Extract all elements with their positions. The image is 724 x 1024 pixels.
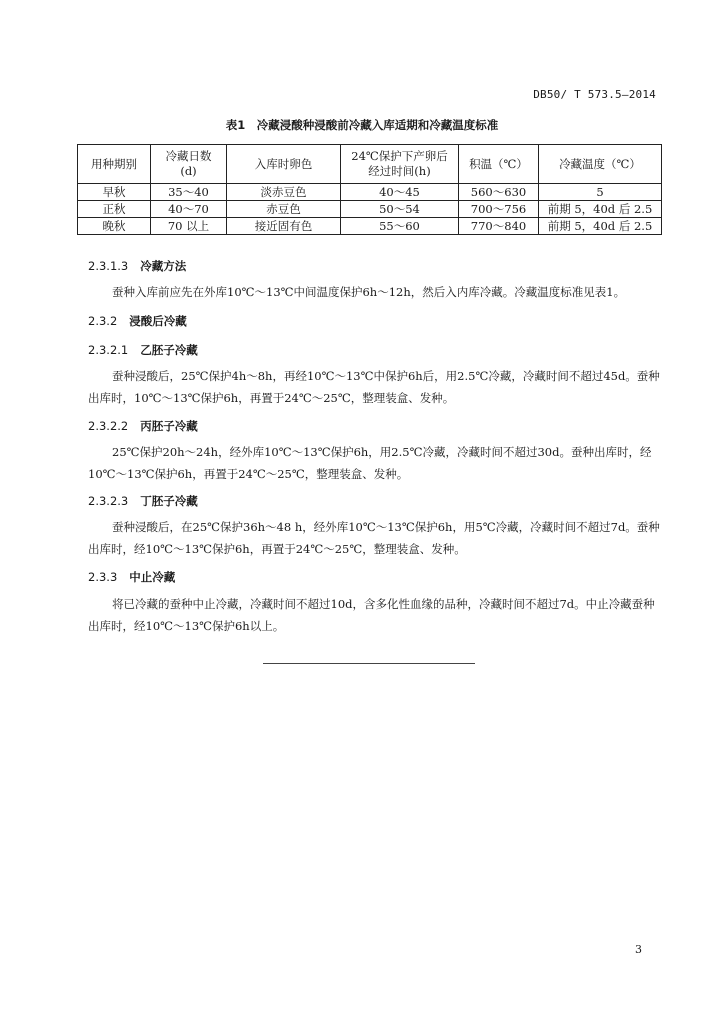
table-header-row bbox=[78, 145, 662, 184]
column-header: 24℃保护下产卵后 经过时间(h) bbox=[341, 145, 459, 184]
section-number: 2.3.3 bbox=[88, 570, 118, 584]
table-cell: 770～840 bbox=[459, 218, 539, 235]
table-cell: 前期 5，40d 后 2.5 bbox=[539, 218, 662, 235]
section-title: 丙胚子冷藏 bbox=[140, 419, 198, 433]
table-cell: 700～756 bbox=[459, 201, 539, 218]
standard-code: DB50/ T 573.5—2014 bbox=[533, 88, 656, 101]
table-cell: 40～45 bbox=[341, 184, 459, 201]
section-title: 丁胚子冷藏 bbox=[140, 494, 198, 508]
table-cell: 晚秋 bbox=[78, 218, 151, 235]
section-body: 蚕种浸酸后，在25℃保护36h～48 h，经外库10℃～13℃保护6h，用5℃冷藏，冷藏时间不超过7d。蚕种出库时，经10℃～13℃保护6h，再置于24℃～25℃，整理装盒、发种。 bbox=[88, 520, 660, 556]
table-row bbox=[78, 218, 662, 235]
section-heading bbox=[88, 342, 198, 358]
table-cell: 50～54 bbox=[341, 201, 459, 218]
table-cell: 70 以上 bbox=[151, 218, 227, 235]
table-cell: 前期 5，40d 后 2.5 bbox=[539, 201, 662, 218]
table-cell: 40～70 bbox=[151, 201, 227, 218]
section-number: 2.3.1.3 bbox=[88, 259, 129, 273]
section-number: 2.3.2.3 bbox=[88, 494, 129, 508]
column-header: 用种期别 bbox=[78, 145, 151, 184]
table-row bbox=[78, 201, 662, 218]
column-header: 冷藏日数 (d) bbox=[151, 145, 227, 184]
table-cell: 早秋 bbox=[78, 184, 151, 201]
section-number: 2.3.2.2 bbox=[88, 419, 129, 433]
section-title: 浸酸后冷藏 bbox=[129, 314, 187, 328]
page-number: 3 bbox=[635, 943, 642, 956]
section-heading bbox=[88, 418, 198, 434]
table-cell: 35～40 bbox=[151, 184, 227, 201]
section-title: 冷藏方法 bbox=[140, 259, 187, 273]
table-row bbox=[78, 184, 662, 201]
table-cell: 5 bbox=[539, 184, 662, 201]
column-header: 冷藏温度（℃） bbox=[539, 145, 662, 184]
section-title: 乙胚子冷藏 bbox=[140, 343, 198, 357]
cold-storage-table bbox=[77, 144, 662, 235]
table-cell: 淡赤豆色 bbox=[227, 184, 341, 201]
table-cell: 55～60 bbox=[341, 218, 459, 235]
column-header: 积温（℃） bbox=[459, 145, 539, 184]
table-caption: 表1 冷藏浸酸种浸酸前冷藏入库适期和冷藏温度标准 bbox=[225, 118, 499, 132]
section-number: 2.3.2 bbox=[88, 314, 118, 328]
column-header: 入库时卵色 bbox=[227, 145, 341, 184]
table-cell: 正秋 bbox=[78, 201, 151, 218]
table-cell: 赤豆色 bbox=[227, 201, 341, 218]
table-cell: 560～630 bbox=[459, 184, 539, 201]
section-heading bbox=[88, 569, 175, 585]
section-number: 2.3.2.1 bbox=[88, 343, 129, 357]
section-heading bbox=[88, 493, 198, 509]
section-body: 25℃保护20h～24h，经外库10℃～13℃保护6h，用2.5℃冷藏，冷藏时间不超过30d。蚕种出库时，经10℃～13℃保护6h，再置于24℃～25℃，整理装盒、发种。 bbox=[88, 445, 652, 481]
end-rule bbox=[263, 663, 475, 664]
section-title: 中止冷藏 bbox=[129, 570, 176, 584]
section-body: 将已冷藏的蚕种中止冷藏，冷藏时间不超过10d，含多化性血缘的品种，冷藏时间不超过7d。中止冷藏蚕种出库时，经10℃～13℃保护6h以上。 bbox=[88, 597, 655, 633]
section-heading bbox=[88, 258, 186, 274]
section-body: 蚕种入库前应先在外库10℃～13℃中间温度保护6h～12h，然后入内库冷藏。冷藏温度标准见表1。 bbox=[112, 285, 626, 299]
section-body: 蚕种浸酸后，25℃保护4h～8h，再经10℃～13℃中保护6h后，用2.5℃冷藏，冷藏时间不超过45d。蚕种出库时，10℃～13℃保护6h，再置于24℃～25℃，整理装盒、发种。 bbox=[88, 369, 660, 405]
section-heading bbox=[88, 313, 187, 329]
table-cell: 接近固有色 bbox=[227, 218, 341, 235]
